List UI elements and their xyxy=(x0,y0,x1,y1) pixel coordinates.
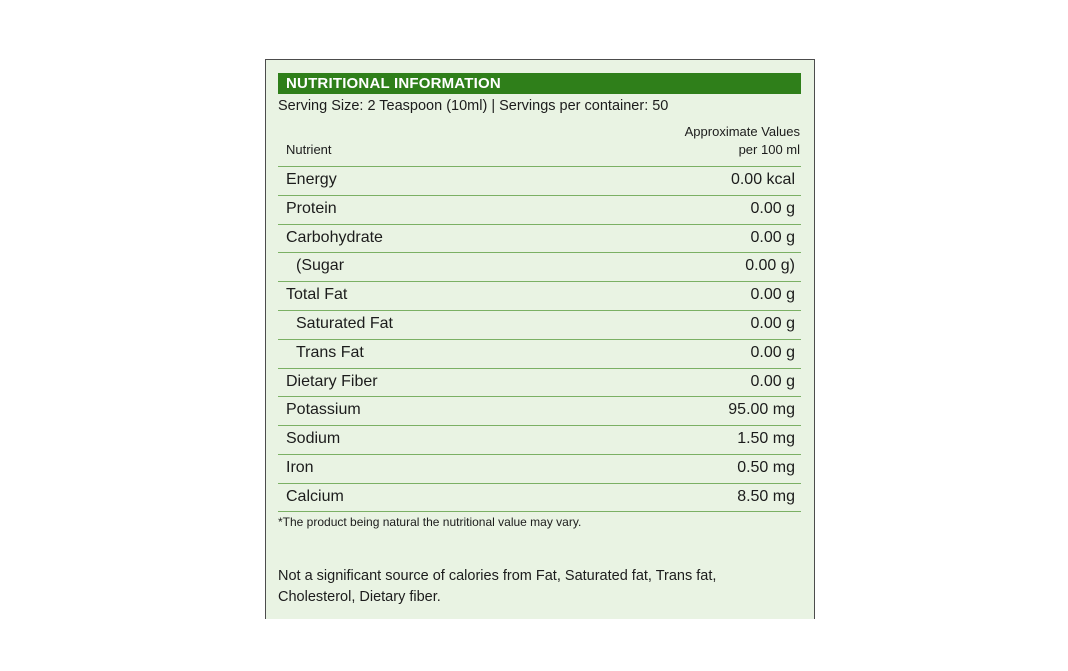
nutrient-name: Protein xyxy=(286,199,337,217)
nutrient-name: Trans Fat xyxy=(296,343,364,361)
nutrient-name: Total Fat xyxy=(286,286,348,304)
table-row xyxy=(278,252,801,281)
nutrient-name: Sodium xyxy=(286,430,341,448)
table-row xyxy=(278,425,801,454)
table-row xyxy=(278,310,801,339)
nutrient-name: Dietary Fiber xyxy=(286,372,378,390)
nutrient-value: 95.00 mg xyxy=(728,401,795,419)
footnote: *The product being natural the nutritional value may vary. xyxy=(278,515,582,529)
table-row xyxy=(278,483,801,512)
nutrient-value: 8.50 mg xyxy=(737,487,795,505)
nutrient-value: 0.00 g xyxy=(750,199,795,217)
column-header-nutrient: Nutrient xyxy=(286,142,332,157)
table-row xyxy=(278,166,801,195)
serving-info: Serving Size: 2 Teaspoon (10ml) | Servings per container: 50 xyxy=(278,98,669,114)
nutrient-name: Calcium xyxy=(286,487,344,505)
table-row xyxy=(278,339,801,368)
table-row xyxy=(278,368,801,397)
nutrient-table xyxy=(278,166,801,512)
nutrient-name: Potassium xyxy=(286,401,361,419)
table-row xyxy=(278,281,801,310)
nutrient-value: 0.00 g) xyxy=(745,257,795,275)
table-row xyxy=(278,396,801,425)
nutrient-value: 0.50 mg xyxy=(737,458,795,476)
column-header-values-line2: per 100 ml xyxy=(738,142,800,157)
nutrition-label-panel xyxy=(265,59,815,619)
table-row xyxy=(278,224,801,253)
table-row xyxy=(278,195,801,224)
nutrient-name: Iron xyxy=(286,458,314,476)
nutrient-name: (Sugar xyxy=(296,257,345,275)
nutrient-name: Carbohydrate xyxy=(286,228,383,246)
nutrient-value: 0.00 kcal xyxy=(730,171,795,188)
nutrition-title: NUTRITIONAL INFORMATION xyxy=(278,73,801,94)
nutrient-value: 0.00 g xyxy=(750,286,795,304)
nutrient-value: 0.00 g xyxy=(750,314,795,332)
nutrient-value: 0.00 g xyxy=(750,228,795,246)
nutrient-value: 1.50 mg xyxy=(737,430,795,448)
column-header-values xyxy=(685,123,800,159)
nutrient-name: Saturated Fat xyxy=(296,314,393,332)
table-row xyxy=(278,454,801,483)
nutrient-value: 0.00 g xyxy=(750,372,795,390)
nutrient-name: Energy xyxy=(286,171,337,188)
nutrient-value: 0.00 g xyxy=(750,343,795,361)
column-header-values-line1: Approximate Values xyxy=(684,124,800,139)
calorie-statement: Not a significant source of calories from Fat, Saturated fat, Trans fat, Cholesterol, Dietary fiber. xyxy=(278,568,717,605)
